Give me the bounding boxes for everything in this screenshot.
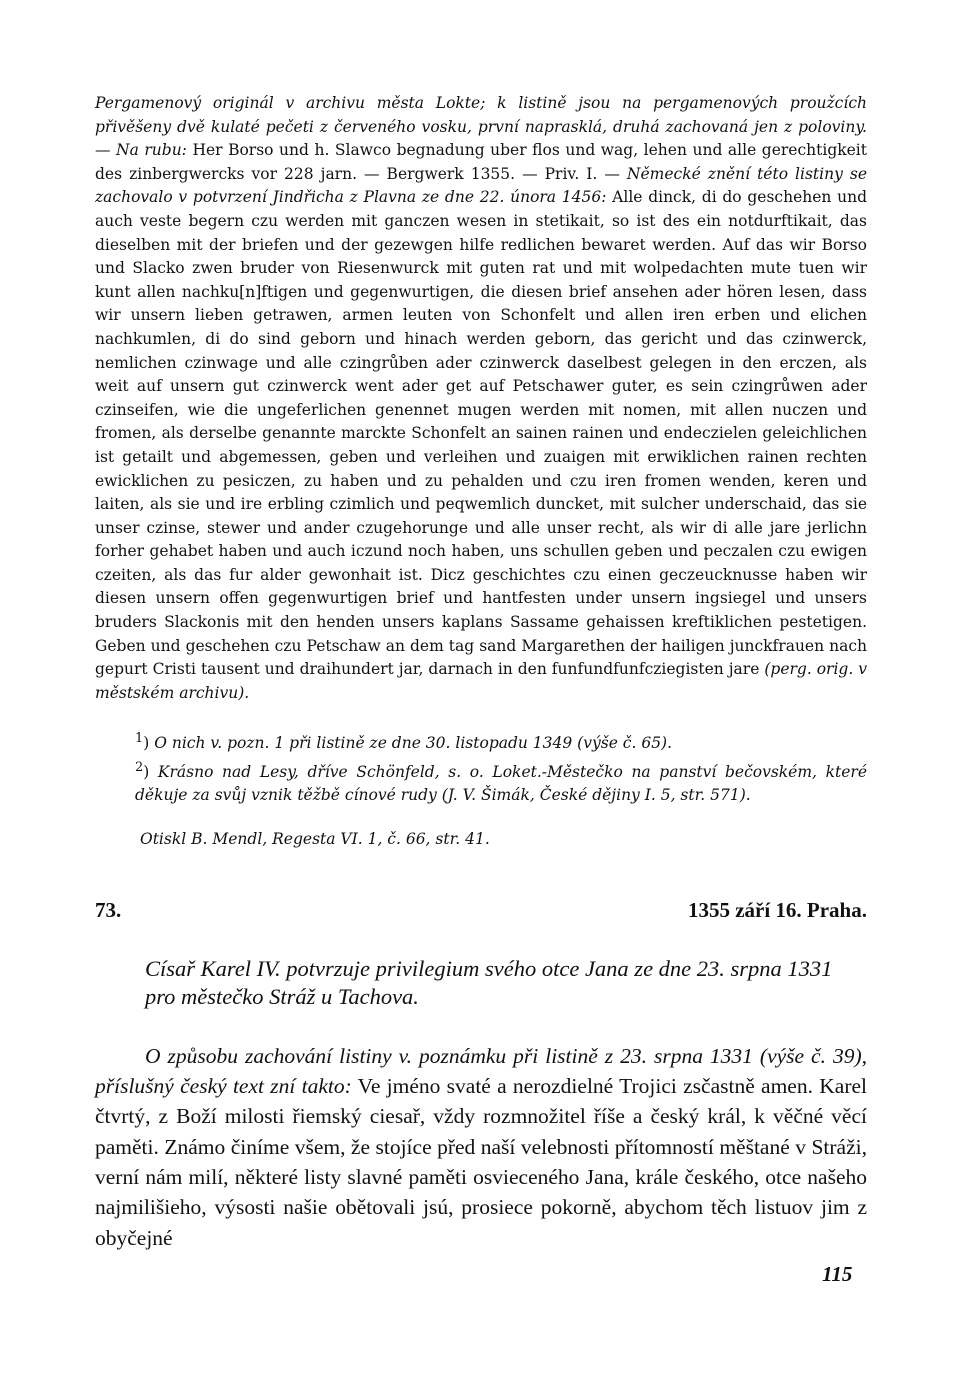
footnote-text: O nich v. pozn. 1 při listině ze dne 30. listopadu 1349 (výše č. 65). bbox=[154, 734, 673, 753]
page-body bbox=[95, 92, 867, 1253]
entry-regest bbox=[95, 955, 867, 1011]
entry-date-place: 1355 září 16. Praha. bbox=[687, 897, 867, 922]
footnote: $^1$) O nich v. pozn. 1 při listině ze dne 30. listopadu 1349 (výše č. 65). bbox=[135, 731, 673, 753]
dorse-text: Her Borso und h. Slawco begnadung uber flos und wag, lehen und alle gerechtigkeit des zinbergwercks vor 228 jarn. — Bergwerk 1355. — Priv. I. — bbox=[95, 141, 867, 183]
footnote-mark: 1 bbox=[135, 731, 144, 747]
page-number: 115 bbox=[822, 1262, 853, 1286]
entry-note: O způsobu zachování listiny v. poznámku při listině z 23. srpna 1331 (výše č. 39), příslušný český text zní takto: bbox=[95, 1043, 867, 1099]
archive-description: Pergamenový originál v archivu města Lokte; k listině jsou na pergamenových proužcích přivěšeny dvě kulaté pečeti z červeného vosku, první naprasklá, druhá zachovaná jen z poloviny. — Na rubu: bbox=[95, 94, 867, 160]
footnote-mark: 2 bbox=[135, 759, 144, 775]
source-note: (perg. orig. v městském archivu). bbox=[95, 660, 867, 702]
regest-text: Císař Karel IV. potvrzuje privilegium svého otce Jana ze dne 23. srpna 1331 pro městečko Stráž u Tachova. bbox=[145, 955, 833, 1009]
edition-reference-text: Otiskl B. Mendl, Regesta VI. 1, č. 66, str. 41. bbox=[140, 829, 490, 848]
edition-reference bbox=[95, 830, 867, 848]
entry-number: 73. bbox=[95, 897, 122, 922]
german-charter-text: Alle dinck, di do geschehen und auch veste begern czu werden mit ganczen wesen in stetikait, so ist des ein notdurftikait, das dieselben mit der briefen und der gezewgen hilfe redlichen bewaret werden. Auf das wir Borso und Slacko zwen bruder von Riesenwurck mit guten rat und mit wolpedachten mute tuen wir kunt allen nachku[n]ftigen und gegenwurtigen, die diesen brief ansehen ader hören lesen, dass wir unsern lieben getrawen, armen leuten von Schonfelt und allen iren erben und elichen nachkumlen, di do sind geborn und hinach werden geborn, das gericht und das czinwerck, nemlichen czinwage und alle czingrůben ader czinwerck daselbest gelegen in den erczen, als weit auf unsern gut czinwerck went ader get auf Petschawer guter, es sein czingrůwen ader czinseifen, wie die ungeferlichen genennet mugen werden mit nomen, mit allen nuczen und fromen, als derselbe genannte marckte Schonfelt an sainen rainen und endeczielen geleichlichen ist getailt und abgemessen, geben und verleihen und zuaigen mit erwiklichen rainen rechten ewicklichen zu pesiczen, zu haben und zu pehalden und czu iren fromen wenden, keren und laiten, als sie und ire erbling czimlich und peqwemlich duncket, mit sulcher underschaid, das sie unser czinse, stewer und ander czugehorunge und alle unser recht, als wir di alle jare jerlichn forher gehabet haben und auch iczund noch haben, uns schullen geben und peczalen czu ewigen czeiten, als das fur alder gewonhait ist. Dicz geschichtes czu einen geczeucknusse haben wir diesen unsern offen gegenwurtigen brief und hantfesten under unsern ingsiegel und unsers bruders Slackonis mit den henden unsers kaplans Sassame gehaissen kreftiklichen pestetigen. Geben und geschehen czu Petschaw an dem tag sand Margarethen der hailigen junckfrauen nach gepurt Cristi tausent und draihundert jar, darnach in den funfundfunfcziegisten jare bbox=[95, 188, 868, 679]
footnotes bbox=[95, 727, 867, 806]
german-version-note: Německé znění této listiny se zachovalo v potvrzení Jindřicha z Plavna ze dne 22. února 1456: bbox=[95, 164, 867, 207]
entry-body bbox=[95, 1041, 867, 1253]
entry-heading bbox=[95, 898, 867, 923]
footnote-text: Krásno nad Lesy, dříve Schönfeld, s. o. Loket.-Městečko na panství bečovském, které děkuje za svůj vznik těžbě cínové rudy (J. V. Šimák, České dějiny I. 5, str. 571). bbox=[135, 762, 867, 804]
entry-text: Ve jméno svaté a nerozdielné Trojici zsčastně amen. Karel čtvrtý, z Boží milosti řiemský ciesař, vždy rozmnožitel říše a český král, k věčné věcí paměti. Známo činíme všem, že stojíce před naší velebnosti přítomností měštané v Stráži, verní nám milí, některé listy slavné paměti osvieceného Jana, krále českého, otce našeho najmilišieho, výsosti našie obětovali jsú, prosiece pokorně, abychom těch listuov jim z obyčejné bbox=[95, 1074, 868, 1250]
footnote: $^2$) Krásno nad Lesy, dříve Schönfeld, s. o. Loket.-Městečko na panství bečovském, které děkuje za svůj vznik těžbě cínové rudy (J. V. Šimák, České dějiny I. 5, str. 571). bbox=[135, 759, 867, 804]
preamble-paragraph bbox=[95, 92, 867, 705]
